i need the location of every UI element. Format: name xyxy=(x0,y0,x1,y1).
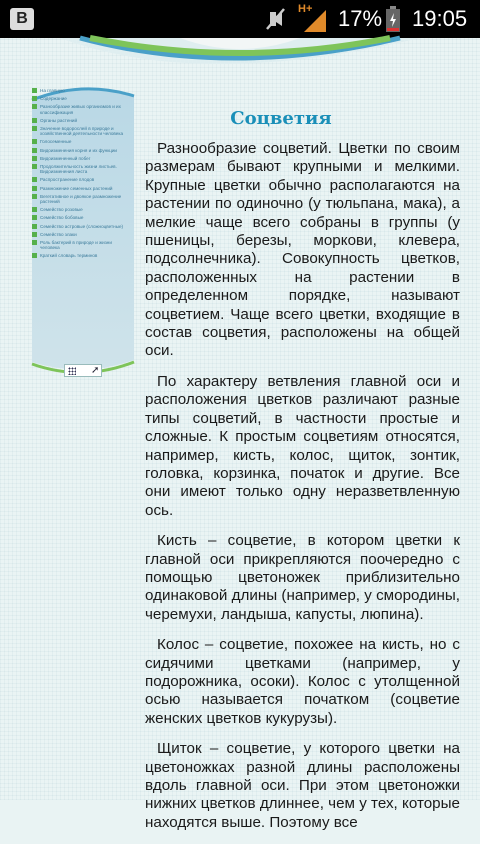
bullet-icon xyxy=(32,177,37,182)
bullet-icon xyxy=(32,253,37,258)
sidebar-item-label: Разнообразие живых организмов и их классификация xyxy=(40,104,121,115)
bullet-icon xyxy=(32,232,37,237)
sidebar-item-label: Продолжительность жизни листьев. Видоизменения листа xyxy=(40,164,117,175)
sidebar-item-label: На главную xyxy=(40,88,65,93)
vk-icon[interactable]: В xyxy=(10,8,34,30)
bullet-icon xyxy=(32,240,37,245)
article-paragraph: По характеру ветвления главной оси и расположения цветков различают разные типы соцветий, в частности простые и сложные. К простым соцветиям относятся, например, кисть, колос, щиток, зонтик, головка, корзинка, початок и другие. Все они имеют только одну неразветвленную ось. xyxy=(145,372,460,519)
clock: 19:05 xyxy=(412,6,468,31)
sidebar-item-label: Голосеменные xyxy=(40,139,72,145)
article-paragraph: Разнообразие соцветий. Цветки по своим размерам бывают крупными и мелкими. Крупные цветки обычно располагаются на растении по одиночно (у тюльпана, мака), а мелкие чаще всего собраны в группы (у пшеницы, березы, моркови, клевера, подсолнечника). Совокупность цветков, расположенных на растении в определенном порядке, называют соцветием. Чаще всего цветки, входящие в состав соцветия, расположены на общей оси. xyxy=(145,140,460,360)
sidebar-item-gymnosperms[interactable] xyxy=(32,139,132,144)
sidebar-item-label: Семейство бобовые xyxy=(40,215,84,221)
sidebar-item-label: Семейство астровые (сложноцветные) xyxy=(40,223,124,229)
sidebar-item-label: Размножение семенных растений xyxy=(40,185,113,191)
bullet-icon xyxy=(32,156,37,161)
sidebar-item-label: Вегетативное и двоякое размножение растений xyxy=(40,193,122,205)
article-body xyxy=(145,140,460,844)
sidebar-item-seed-reproduction[interactable] xyxy=(32,186,132,191)
sidebar-item-label: Содержание xyxy=(40,96,67,102)
sidebar-item-vegetative[interactable] xyxy=(32,194,132,204)
bullet-icon xyxy=(32,194,37,199)
bullet-icon xyxy=(32,139,37,144)
sidebar-item-label: Органы растений xyxy=(40,117,78,123)
bullet-icon xyxy=(32,126,37,131)
article-paragraph: Щиток – соцветие, у которого цветки на цветоножках разной длины расположены вдоль главной оси. При этом цветоножки нижних цветков длиннее, чем у тех, которые находятся выше. Поэтому все xyxy=(145,740,460,831)
battery-percent: 17% xyxy=(338,6,383,31)
sidebar-item-poaceae[interactable] xyxy=(32,232,132,237)
sidebar-item-label: Значение водорослей в природе и хозяйственной деятельности человека xyxy=(40,126,124,137)
bullet-icon xyxy=(32,215,37,220)
bullet-icon xyxy=(32,207,37,212)
sidebar-item-shoot[interactable] xyxy=(32,156,132,161)
sidebar-item-label: Видоизменения корня и их функции xyxy=(40,147,117,153)
bullet-icon xyxy=(32,96,37,101)
sidebar-item-label: Семейство злаки xyxy=(40,231,77,237)
sidebar-item-label: Краткий словарь терминов xyxy=(40,253,98,259)
bullet-icon xyxy=(32,104,37,109)
sidebar-item-rosaceae[interactable] xyxy=(32,207,132,212)
sidebar-item-bacteria[interactable] xyxy=(32,240,132,250)
sidebar-menu xyxy=(32,88,132,262)
expand-button[interactable] xyxy=(64,364,102,377)
sidebar-item-diversity[interactable] xyxy=(32,104,132,114)
grid-icon xyxy=(68,367,76,375)
sidebar-item-contents[interactable] xyxy=(32,96,132,101)
article-paragraph: Колос – соцветие, похожее на кисть, но с сидячими цветками (например, у подорожника, осоки). Колос с утолщенной осью называется початком (соцветие женских цветков кукурузы). xyxy=(145,636,460,727)
sidebar-item-plant-organs[interactable] xyxy=(32,118,132,123)
bullet-icon xyxy=(32,186,37,191)
sidebar-item-label: Роль бактерий в природе и жизни человека xyxy=(40,240,112,251)
sidebar-item-fruits[interactable] xyxy=(32,177,132,182)
sidebar-item-asteraceae[interactable] xyxy=(32,224,132,229)
sidebar-item-label: Видоизмененный побег xyxy=(40,155,91,161)
status-bar xyxy=(0,0,480,38)
sidebar-item-home[interactable] xyxy=(32,88,132,93)
sidebar-item-glossary[interactable] xyxy=(32,253,132,258)
article-title: Соцветия xyxy=(230,108,332,129)
mute-icon xyxy=(262,6,288,32)
expand-arrow-icon: ➚ xyxy=(91,365,100,376)
bullet-icon xyxy=(32,88,37,93)
bullet-icon xyxy=(32,148,37,153)
sidebar-item-roots[interactable] xyxy=(32,148,132,153)
sidebar-item-label: Распространение плодов xyxy=(40,177,95,183)
sidebar-item-fabaceae[interactable] xyxy=(32,215,132,220)
signal-icon xyxy=(296,4,328,34)
page xyxy=(0,38,480,831)
sidebar-item-label: Семейство розовые xyxy=(40,207,83,213)
sidebar-item-algae[interactable] xyxy=(32,126,132,136)
bullet-icon xyxy=(32,118,37,123)
article-paragraph: Кисть – соцветие, в котором цветки к главной оси прикрепляются поочередно с помощью цветоножек приблизительно одинаковой длины (например, у смородины, черемухи, ландыша, капусты, люпина). xyxy=(145,532,460,623)
bullet-icon xyxy=(32,164,37,169)
battery-icon xyxy=(386,6,400,32)
network-type-label: H+ xyxy=(298,3,313,15)
bullet-icon xyxy=(32,224,37,229)
sidebar-item-leaves[interactable] xyxy=(32,164,132,174)
